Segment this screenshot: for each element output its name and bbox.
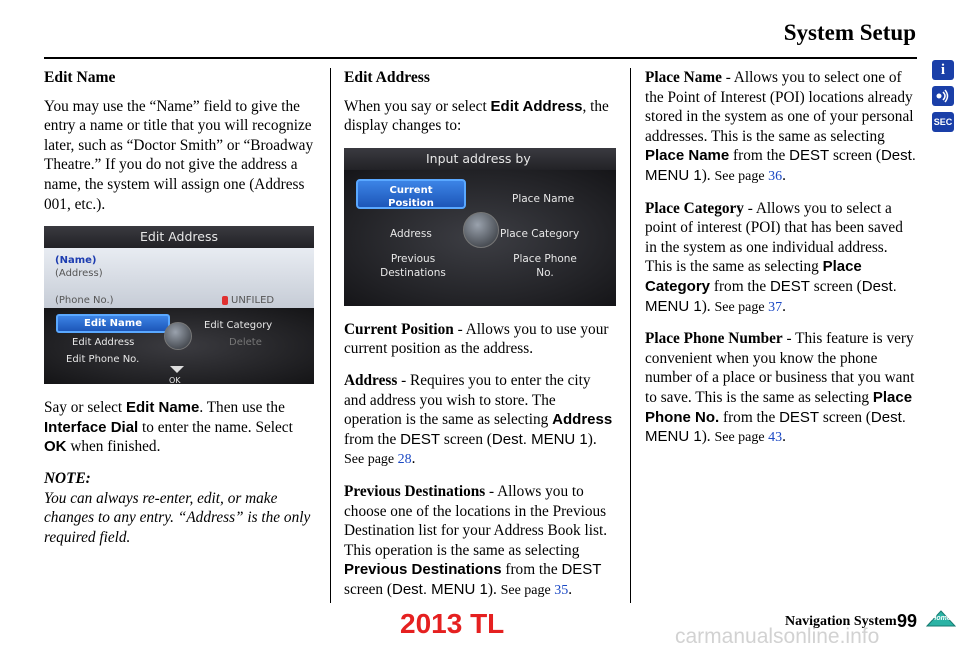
ui-term: Place Phone No.: [645, 388, 913, 426]
text-run: .: [782, 297, 786, 315]
place-category-description: [645, 199, 917, 318]
sys-term: Dest. MENU 1: [645, 147, 916, 184]
edit-name-paragraph: You may use the “Name” field to give the entry a name or title that you will recognize later, such as “Doctor Smith” or “Broadway Theatre.” If you do not give the address a name, the system will assign one (Address 001, etc.).: [44, 97, 314, 213]
term: Place Name: [645, 69, 722, 86]
term: Previous Destinations: [344, 482, 486, 500]
text-run: from the: [710, 277, 770, 295]
section-icon-label: SEC: [933, 117, 953, 127]
ui-term: Place Category: [645, 258, 862, 295]
edit-phone-button[interactable]: Edit Phone No.: [66, 354, 140, 366]
text-run: ).: [487, 580, 501, 598]
note-body: You can always re-enter, edit, or make changes to any entry. “Address” is the only required field.: [44, 489, 311, 546]
heading-edit-address: Edit Address: [344, 69, 430, 86]
see-page: See page: [714, 168, 769, 184]
address-description: [344, 371, 616, 470]
text-run: screen (: [809, 277, 862, 295]
footer-nav-label: Navigation System: [785, 614, 897, 629]
column-edit-name: [44, 68, 316, 547]
watermark: carmanualsonline.info: [675, 625, 880, 648]
text-run: from the: [501, 561, 562, 579]
note-heading: NOTE:: [44, 469, 91, 487]
ui-term: Place Name: [645, 147, 730, 165]
header-rule: [44, 57, 917, 59]
edit-name-button[interactable]: Edit Name: [56, 314, 170, 333]
text-run: .: [568, 580, 573, 598]
sys-term: DEST: [561, 561, 602, 579]
menu-area: [344, 170, 616, 306]
name-label: (Name): [55, 255, 97, 267]
page-link[interactable]: 37: [768, 299, 783, 315]
sys-term: Dest. MENU 1: [491, 430, 588, 448]
home-icon[interactable]: [926, 609, 956, 627]
page-title: System Setup: [783, 20, 916, 45]
ok-label[interactable]: OK: [169, 376, 181, 385]
ui-term: OK: [44, 438, 67, 456]
text-run: Say or select: [44, 399, 126, 417]
text-run: screen (: [440, 430, 492, 448]
text-run: - Requires you to enter the city and address you wish to store. The operation is the same as selecting: [344, 371, 591, 429]
sys-term: DEST: [400, 430, 441, 448]
text-run: ).: [701, 166, 715, 184]
text-run: screen (: [829, 147, 881, 165]
edit-address-intro: [344, 97, 616, 136]
column-divider: [330, 68, 331, 603]
text-run: from the: [729, 147, 790, 165]
term: Current Position: [344, 320, 454, 338]
text-run: from the: [719, 408, 780, 426]
previous-destinations-description: [344, 482, 616, 601]
select-edit-name-paragraph: [44, 398, 316, 457]
text-run: When you say or select: [344, 97, 491, 115]
edit-category-button[interactable]: Edit Category: [204, 320, 273, 332]
address-button[interactable]: Address: [390, 227, 432, 240]
term: Place Phone Number: [645, 330, 783, 348]
page-link[interactable]: 36: [768, 168, 783, 184]
screen-title: Input address by: [344, 148, 616, 170]
column-edit-address: [344, 68, 616, 613]
sys-term: DEST: [789, 147, 830, 165]
sys-term: Dest. MENU 1: [645, 277, 897, 315]
sys-term: Dest. MENU 1: [645, 408, 906, 446]
edit-address-button[interactable]: Edit Address: [72, 337, 135, 349]
info-icon-label: i: [940, 61, 946, 78]
text-run: screen (: [344, 580, 392, 598]
term: Address: [344, 371, 398, 389]
previous-destinations-button[interactable]: Previous Destinations: [380, 252, 446, 279]
text-run: .: [782, 166, 786, 184]
interface-dial-icon: [164, 322, 192, 350]
page-link[interactable]: 35: [554, 582, 569, 598]
place-phone-button[interactable]: Place Phone No.: [513, 252, 577, 279]
text-run: when finished.: [66, 438, 161, 456]
page-link[interactable]: 28: [397, 452, 412, 468]
interface-dial-icon: [463, 212, 499, 248]
current-position-button[interactable]: [356, 179, 466, 209]
page-link[interactable]: 43: [768, 430, 783, 446]
ui-term: Edit Address: [490, 97, 583, 115]
voice-icon[interactable]: [932, 86, 954, 106]
see-page: See page: [714, 299, 769, 315]
sys-term: Dest. MENU 1: [391, 580, 488, 598]
input-address-screenshot: [344, 148, 616, 306]
text-run: ).: [701, 428, 715, 446]
column-place-options: [645, 68, 917, 460]
page-number: 99: [897, 611, 918, 631]
voice-glyph: [935, 89, 951, 103]
place-phone-description: [645, 329, 917, 448]
ui-term: Address: [552, 411, 613, 429]
edit-address-screenshot: [44, 226, 314, 384]
see-page: See page: [500, 582, 555, 598]
text-run: from the: [344, 430, 401, 448]
text-run: .: [411, 450, 416, 468]
sys-term: DEST: [769, 277, 810, 295]
place-name-button[interactable]: Place Name: [512, 192, 575, 205]
address-card: [44, 248, 314, 308]
text-run: , the display changes to:: [344, 97, 609, 135]
place-category-button[interactable]: Place Category: [500, 227, 580, 240]
section-icon[interactable]: [932, 112, 954, 132]
text-run: - This feature is very convenient when you know the phone number of a place or business that you want to save. This is the same as selecting: [645, 330, 915, 406]
text-run: - Allows you to select a point of interest (POI) that has been saved in the system as one individual address. This is the same as selecting: [645, 199, 903, 276]
phone-label: (Phone No.): [55, 295, 114, 307]
text-run: to enter the name. Select: [138, 418, 293, 436]
current-position-label: Current Position: [388, 184, 434, 209]
ui-term: Edit Name: [125, 399, 200, 417]
text-run: screen (: [819, 408, 871, 426]
unfiled-label: UNFILED: [231, 295, 275, 307]
text-run: .: [782, 428, 786, 446]
sys-term: DEST: [779, 408, 820, 426]
see-page: See page: [714, 430, 769, 446]
delete-button[interactable]: Delete: [229, 337, 262, 349]
see-page: See page: [344, 452, 398, 468]
home-label: Home: [931, 615, 951, 622]
info-icon[interactable]: [932, 60, 954, 80]
text-run: - Allows you to use your current position as the address.: [344, 320, 609, 358]
place-name-description: [645, 68, 917, 187]
flag-icon: [222, 296, 228, 305]
screen-title: Edit Address: [44, 226, 314, 248]
text-run: - Allows you to choose one of the locations in the Previous Destination list for your Address Book list. This operation is the same as selecting: [344, 482, 608, 559]
text-run: . Then use the: [199, 399, 285, 417]
term: Place Category: [645, 199, 744, 217]
text-run: ).: [587, 430, 597, 448]
text-run: ).: [701, 297, 715, 315]
model-label: 2013 TL: [400, 608, 505, 639]
ui-term: Previous Destinations: [344, 561, 502, 579]
heading-edit-name: Edit Name: [44, 69, 116, 86]
menu-area: [44, 308, 314, 384]
column-divider: [630, 68, 631, 603]
text-run: - Allows you to select one of the Point of Interest (POI) locations already stored in the system as one of your personal addresses. This is the same as selecting: [645, 69, 914, 145]
address-label: (Address): [55, 268, 103, 280]
current-position-description: [344, 320, 616, 359]
ui-term: Interface Dial: [44, 418, 139, 436]
